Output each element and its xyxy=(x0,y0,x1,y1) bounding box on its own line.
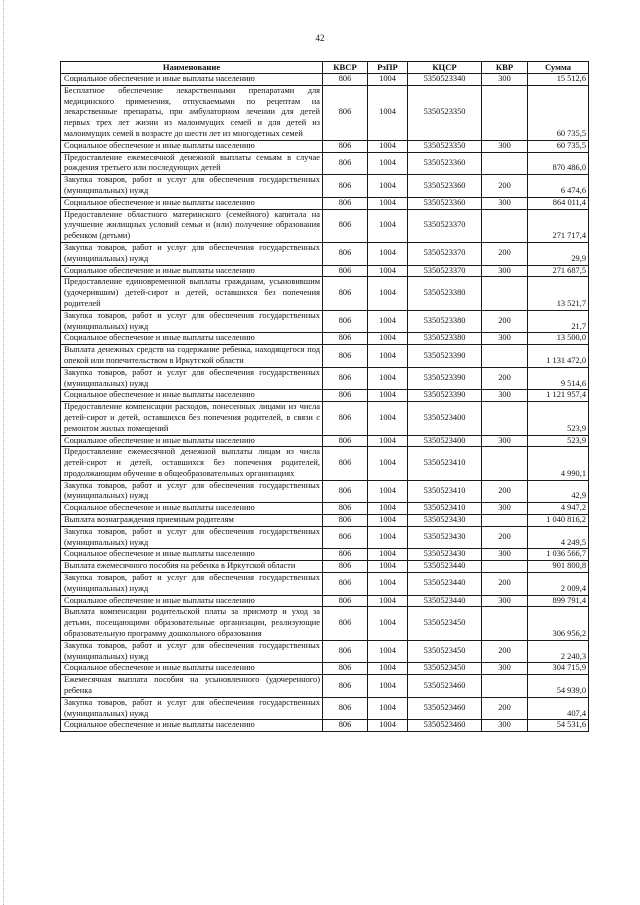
cell-kvsr: 806 xyxy=(323,209,368,242)
cell-kcsr: 5350523380 xyxy=(408,310,482,333)
cell-rzpr: 1004 xyxy=(368,549,408,561)
cell-name: Предоставление областного материнского (семейного) капитала на улучшение жилищных условий семьи и (или) получение образования ребенком (детьми) xyxy=(61,209,323,242)
cell-kcsr: 5350523350 xyxy=(408,140,482,152)
cell-rzpr: 1004 xyxy=(368,435,408,447)
table-row xyxy=(61,561,589,573)
cell-sum: 29,9 xyxy=(528,242,589,265)
cell-kcsr: 5350523440 xyxy=(408,561,482,573)
header-kvsr: КВСР xyxy=(323,62,368,74)
cell-kvr xyxy=(482,277,528,310)
cell-kcsr: 5350523410 xyxy=(408,480,482,503)
cell-name: Социальное обеспечение и иные выплаты населению xyxy=(61,595,323,607)
cell-kvsr: 806 xyxy=(323,367,368,390)
table-row xyxy=(61,503,589,515)
header-kvr: КВР xyxy=(482,62,528,74)
cell-name: Социальное обеспечение и иные выплаты населению xyxy=(61,390,323,402)
cell-sum: 54 531,6 xyxy=(528,720,589,732)
cell-name: Социальное обеспечение и иные выплаты населению xyxy=(61,197,323,209)
table-row xyxy=(61,480,589,503)
table-row xyxy=(61,720,589,732)
cell-sum: 271 717,4 xyxy=(528,209,589,242)
cell-sum: 15 512,6 xyxy=(528,74,589,86)
cell-sum: 42,9 xyxy=(528,480,589,503)
cell-kvr xyxy=(482,345,528,368)
cell-rzpr: 1004 xyxy=(368,573,408,596)
cell-sum: 523,9 xyxy=(528,435,589,447)
table-row xyxy=(61,526,589,549)
cell-kcsr: 5350523390 xyxy=(408,367,482,390)
cell-kcsr: 5350523430 xyxy=(408,549,482,561)
cell-sum: 864 011,4 xyxy=(528,197,589,209)
header-kcsr: КЦСР xyxy=(408,62,482,74)
cell-kvr: 200 xyxy=(482,480,528,503)
cell-rzpr: 1004 xyxy=(368,333,408,345)
cell-name: Выплата ежемесячного пособия на ребенка в Иркутской области xyxy=(61,561,323,573)
cell-rzpr: 1004 xyxy=(368,526,408,549)
cell-kvr: 300 xyxy=(482,720,528,732)
cell-rzpr: 1004 xyxy=(368,595,408,607)
cell-sum: 304 715,9 xyxy=(528,663,589,675)
cell-sum: 6 474,6 xyxy=(528,175,589,198)
cell-kcsr: 5350523440 xyxy=(408,573,482,596)
cell-kvr: 200 xyxy=(482,367,528,390)
cell-kvr: 300 xyxy=(482,74,528,86)
cell-rzpr: 1004 xyxy=(368,265,408,277)
cell-rzpr: 1004 xyxy=(368,152,408,175)
table-row xyxy=(61,515,589,527)
cell-sum: 2 240,3 xyxy=(528,640,589,663)
cell-name: Социальное обеспечение и иные выплаты населению xyxy=(61,265,323,277)
cell-kcsr: 5350523450 xyxy=(408,663,482,675)
cell-rzpr: 1004 xyxy=(368,197,408,209)
cell-kvr: 300 xyxy=(482,197,528,209)
budget-table xyxy=(60,61,589,732)
cell-rzpr: 1004 xyxy=(368,515,408,527)
cell-kvsr: 806 xyxy=(323,549,368,561)
cell-sum: 271 687,5 xyxy=(528,265,589,277)
cell-rzpr: 1004 xyxy=(368,503,408,515)
cell-kvsr: 806 xyxy=(323,74,368,86)
cell-kcsr: 5350523370 xyxy=(408,242,482,265)
cell-kcsr: 5350523400 xyxy=(408,402,482,435)
cell-kcsr: 5350523360 xyxy=(408,152,482,175)
cell-kvsr: 806 xyxy=(323,607,368,640)
cell-kcsr: 5350523390 xyxy=(408,345,482,368)
cell-kcsr: 5350523430 xyxy=(408,515,482,527)
cell-kvsr: 806 xyxy=(323,390,368,402)
cell-name: Закупка товаров, работ и услуг для обеспечения государственных (муниципальных) нужд xyxy=(61,310,323,333)
cell-kcsr: 5350523460 xyxy=(408,720,482,732)
cell-sum: 1 131 472,0 xyxy=(528,345,589,368)
cell-kcsr: 5350523460 xyxy=(408,697,482,720)
cell-kvr: 200 xyxy=(482,242,528,265)
table-row xyxy=(61,345,589,368)
cell-kvr: 300 xyxy=(482,140,528,152)
cell-kvr: 300 xyxy=(482,503,528,515)
cell-kvsr: 806 xyxy=(323,85,368,140)
cell-kvr xyxy=(482,675,528,698)
cell-rzpr: 1004 xyxy=(368,140,408,152)
cell-sum: 60 735,5 xyxy=(528,85,589,140)
table-row xyxy=(61,197,589,209)
cell-rzpr: 1004 xyxy=(368,367,408,390)
cell-name: Закупка товаров, работ и услуг для обеспечения государственных (муниципальных) нужд xyxy=(61,175,323,198)
table-row xyxy=(61,435,589,447)
cell-kcsr: 5350523390 xyxy=(408,390,482,402)
cell-name: Закупка товаров, работ и услуг для обеспечения государственных (муниципальных) нужд xyxy=(61,480,323,503)
cell-kvsr: 806 xyxy=(323,277,368,310)
table-row xyxy=(61,390,589,402)
header-rzpr: РзПР xyxy=(368,62,408,74)
cell-rzpr: 1004 xyxy=(368,663,408,675)
cell-kvr: 200 xyxy=(482,697,528,720)
cell-kcsr: 5350523360 xyxy=(408,175,482,198)
cell-kvr: 200 xyxy=(482,573,528,596)
cell-name: Социальное обеспечение и иные выплаты населению xyxy=(61,720,323,732)
cell-rzpr: 1004 xyxy=(368,720,408,732)
cell-kvsr: 806 xyxy=(323,573,368,596)
cell-kvr xyxy=(482,515,528,527)
cell-name: Предоставление ежемесячной денежной выплаты семьям в случае рождения третьего или последующих детей xyxy=(61,152,323,175)
cell-kcsr: 5350523440 xyxy=(408,595,482,607)
header-sum: Сумма xyxy=(528,62,589,74)
table-header-row xyxy=(61,62,589,74)
cell-name: Предоставление компенсации расходов, понесенных лицами из числа детей-сирот и детей, оставшихся без попечения родителей, в связи с ремонтом жилых помещений xyxy=(61,402,323,435)
cell-rzpr: 1004 xyxy=(368,480,408,503)
cell-kcsr: 5350523380 xyxy=(408,277,482,310)
cell-kvsr: 806 xyxy=(323,265,368,277)
table-row xyxy=(61,367,589,390)
cell-kvsr: 806 xyxy=(323,640,368,663)
cell-rzpr: 1004 xyxy=(368,447,408,480)
table-row xyxy=(61,152,589,175)
cell-sum: 523,9 xyxy=(528,402,589,435)
scan-edge-marks xyxy=(3,0,5,905)
cell-kcsr: 5350523370 xyxy=(408,265,482,277)
cell-kvr xyxy=(482,152,528,175)
cell-sum: 4 249,5 xyxy=(528,526,589,549)
cell-rzpr: 1004 xyxy=(368,209,408,242)
cell-sum: 901 800,8 xyxy=(528,561,589,573)
cell-sum: 899 791,4 xyxy=(528,595,589,607)
cell-rzpr: 1004 xyxy=(368,85,408,140)
table-row xyxy=(61,265,589,277)
cell-name: Социальное обеспечение и иные выплаты населению xyxy=(61,503,323,515)
cell-sum: 407,4 xyxy=(528,697,589,720)
cell-kvsr: 806 xyxy=(323,435,368,447)
cell-kvsr: 806 xyxy=(323,663,368,675)
table-row xyxy=(61,74,589,86)
table-row xyxy=(61,663,589,675)
cell-rzpr: 1004 xyxy=(368,345,408,368)
table-body xyxy=(61,74,589,732)
cell-sum: 60 735,5 xyxy=(528,140,589,152)
table-row xyxy=(61,175,589,198)
cell-name: Ежемесячная выплата пособия на усыновленного (удочеренного) ребенка xyxy=(61,675,323,698)
table-row xyxy=(61,402,589,435)
cell-rzpr: 1004 xyxy=(368,640,408,663)
cell-kcsr: 5350523380 xyxy=(408,333,482,345)
cell-name: Закупка товаров, работ и услуг для обеспечения государственных (муниципальных) нужд xyxy=(61,697,323,720)
cell-sum: 870 486,0 xyxy=(528,152,589,175)
cell-name: Выплата компенсации родительской платы за присмотр и уход за детьми, посещающими образовательные организации, реализующие образовательную программу дошкольного образования xyxy=(61,607,323,640)
cell-rzpr: 1004 xyxy=(368,561,408,573)
cell-kvsr: 806 xyxy=(323,310,368,333)
cell-kvsr: 806 xyxy=(323,242,368,265)
cell-kvsr: 806 xyxy=(323,526,368,549)
cell-sum: 1 121 957,4 xyxy=(528,390,589,402)
cell-name: Закупка товаров, работ и услуг для обеспечения государственных (муниципальных) нужд xyxy=(61,242,323,265)
cell-sum: 54 939,0 xyxy=(528,675,589,698)
cell-rzpr: 1004 xyxy=(368,175,408,198)
table-row xyxy=(61,310,589,333)
cell-kvr: 300 xyxy=(482,549,528,561)
cell-kcsr: 5350523410 xyxy=(408,503,482,515)
cell-sum: 2 009,4 xyxy=(528,573,589,596)
cell-name: Социальное обеспечение и иные выплаты населению xyxy=(61,333,323,345)
cell-kcsr: 5350523400 xyxy=(408,435,482,447)
cell-kvsr: 806 xyxy=(323,675,368,698)
table-row xyxy=(61,447,589,480)
cell-name: Социальное обеспечение и иные выплаты населению xyxy=(61,140,323,152)
cell-kvsr: 806 xyxy=(323,345,368,368)
cell-rzpr: 1004 xyxy=(368,390,408,402)
cell-kvsr: 806 xyxy=(323,152,368,175)
cell-kcsr: 5350523450 xyxy=(408,607,482,640)
cell-name: Бесплатное обеспечение лекарственными препаратами для медицинского применения, отпускаемыми по рецептам на лекарственные препараты, при амбулаторном лечении для детей первых трех лет жизни из малоимущих семей и для детей из малоимущих семей в возрасте до шести лет из многодетных семей xyxy=(61,85,323,140)
table-row xyxy=(61,573,589,596)
table-row xyxy=(61,333,589,345)
cell-kvr xyxy=(482,402,528,435)
cell-rzpr: 1004 xyxy=(368,242,408,265)
cell-kvsr: 806 xyxy=(323,140,368,152)
cell-name: Социальное обеспечение и иные выплаты населению xyxy=(61,435,323,447)
cell-rzpr: 1004 xyxy=(368,310,408,333)
cell-sum: 306 956,2 xyxy=(528,607,589,640)
cell-kvsr: 806 xyxy=(323,720,368,732)
cell-kvsr: 806 xyxy=(323,447,368,480)
cell-kvsr: 806 xyxy=(323,333,368,345)
cell-kvsr: 806 xyxy=(323,595,368,607)
table-row xyxy=(61,549,589,561)
cell-kcsr: 5350523410 xyxy=(408,447,482,480)
cell-sum: 13 500,0 xyxy=(528,333,589,345)
cell-kvr: 300 xyxy=(482,333,528,345)
cell-kvsr: 806 xyxy=(323,515,368,527)
cell-kvr xyxy=(482,561,528,573)
cell-sum: 4 990,1 xyxy=(528,447,589,480)
cell-kvr xyxy=(482,607,528,640)
table-row xyxy=(61,675,589,698)
cell-kvr: 300 xyxy=(482,265,528,277)
cell-sum: 4 947,2 xyxy=(528,503,589,515)
cell-rzpr: 1004 xyxy=(368,697,408,720)
cell-name: Социальное обеспечение и иные выплаты населению xyxy=(61,663,323,675)
cell-kvsr: 806 xyxy=(323,480,368,503)
cell-kcsr: 5350523460 xyxy=(408,675,482,698)
cell-name: Закупка товаров, работ и услуг для обеспечения государственных (муниципальных) нужд xyxy=(61,640,323,663)
cell-kvr: 300 xyxy=(482,390,528,402)
table-row xyxy=(61,242,589,265)
table-row xyxy=(61,85,589,140)
cell-kcsr: 5350523370 xyxy=(408,209,482,242)
cell-kvr: 300 xyxy=(482,663,528,675)
cell-kvsr: 806 xyxy=(323,697,368,720)
cell-sum: 13 521,7 xyxy=(528,277,589,310)
cell-kvsr: 806 xyxy=(323,561,368,573)
cell-kvr xyxy=(482,85,528,140)
cell-rzpr: 1004 xyxy=(368,402,408,435)
cell-rzpr: 1004 xyxy=(368,675,408,698)
cell-kvsr: 806 xyxy=(323,197,368,209)
cell-kvr: 200 xyxy=(482,310,528,333)
cell-kvsr: 806 xyxy=(323,402,368,435)
cell-kvr xyxy=(482,209,528,242)
cell-kcsr: 5350523450 xyxy=(408,640,482,663)
cell-kvr: 300 xyxy=(482,435,528,447)
cell-kcsr: 5350523340 xyxy=(408,74,482,86)
table-row xyxy=(61,697,589,720)
cell-name: Выплата денежных средств на содержание ребенка, находящегося под опекой или попечительством в Иркутской области xyxy=(61,345,323,368)
cell-kcsr: 5350523430 xyxy=(408,526,482,549)
cell-sum: 1 040 816,2 xyxy=(528,515,589,527)
table-row xyxy=(61,640,589,663)
cell-kvr xyxy=(482,447,528,480)
cell-name: Социальное обеспечение и иные выплаты населению xyxy=(61,549,323,561)
cell-name: Социальное обеспечение и иные выплаты населению xyxy=(61,74,323,86)
cell-name: Предоставление единовременной выплаты гражданам, усыновившим (удочерившим) детей-сирот и детей, оставшихся без попечения родителей xyxy=(61,277,323,310)
cell-name: Предоставление ежемесячной денежной выплаты лицам из числа детей-сирот и детей, оставшихся без попечения родителей, продолжающим обучение в общеобразовательных организациях xyxy=(61,447,323,480)
cell-sum: 21,7 xyxy=(528,310,589,333)
cell-rzpr: 1004 xyxy=(368,607,408,640)
cell-kcsr: 5350523350 xyxy=(408,85,482,140)
table-row xyxy=(61,209,589,242)
cell-sum: 9 514,6 xyxy=(528,367,589,390)
cell-name: Выплата вознаграждения приемным родителям xyxy=(61,515,323,527)
cell-kvsr: 806 xyxy=(323,503,368,515)
cell-name: Закупка товаров, работ и услуг для обеспечения государственных (муниципальных) нужд xyxy=(61,573,323,596)
table-row xyxy=(61,595,589,607)
table-row xyxy=(61,140,589,152)
cell-rzpr: 1004 xyxy=(368,74,408,86)
page-number: 42 xyxy=(315,33,325,43)
cell-kcsr: 5350523360 xyxy=(408,197,482,209)
table-row xyxy=(61,277,589,310)
cell-name: Закупка товаров, работ и услуг для обеспечения государственных (муниципальных) нужд xyxy=(61,526,323,549)
cell-name: Закупка товаров, работ и услуг для обеспечения государственных (муниципальных) нужд xyxy=(61,367,323,390)
cell-kvr: 200 xyxy=(482,526,528,549)
cell-kvr: 300 xyxy=(482,595,528,607)
cell-sum: 1 036 566,7 xyxy=(528,549,589,561)
cell-kvr: 200 xyxy=(482,175,528,198)
cell-rzpr: 1004 xyxy=(368,277,408,310)
table-row xyxy=(61,607,589,640)
header-name: Наименование xyxy=(61,62,323,74)
cell-kvr: 200 xyxy=(482,640,528,663)
cell-kvsr: 806 xyxy=(323,175,368,198)
